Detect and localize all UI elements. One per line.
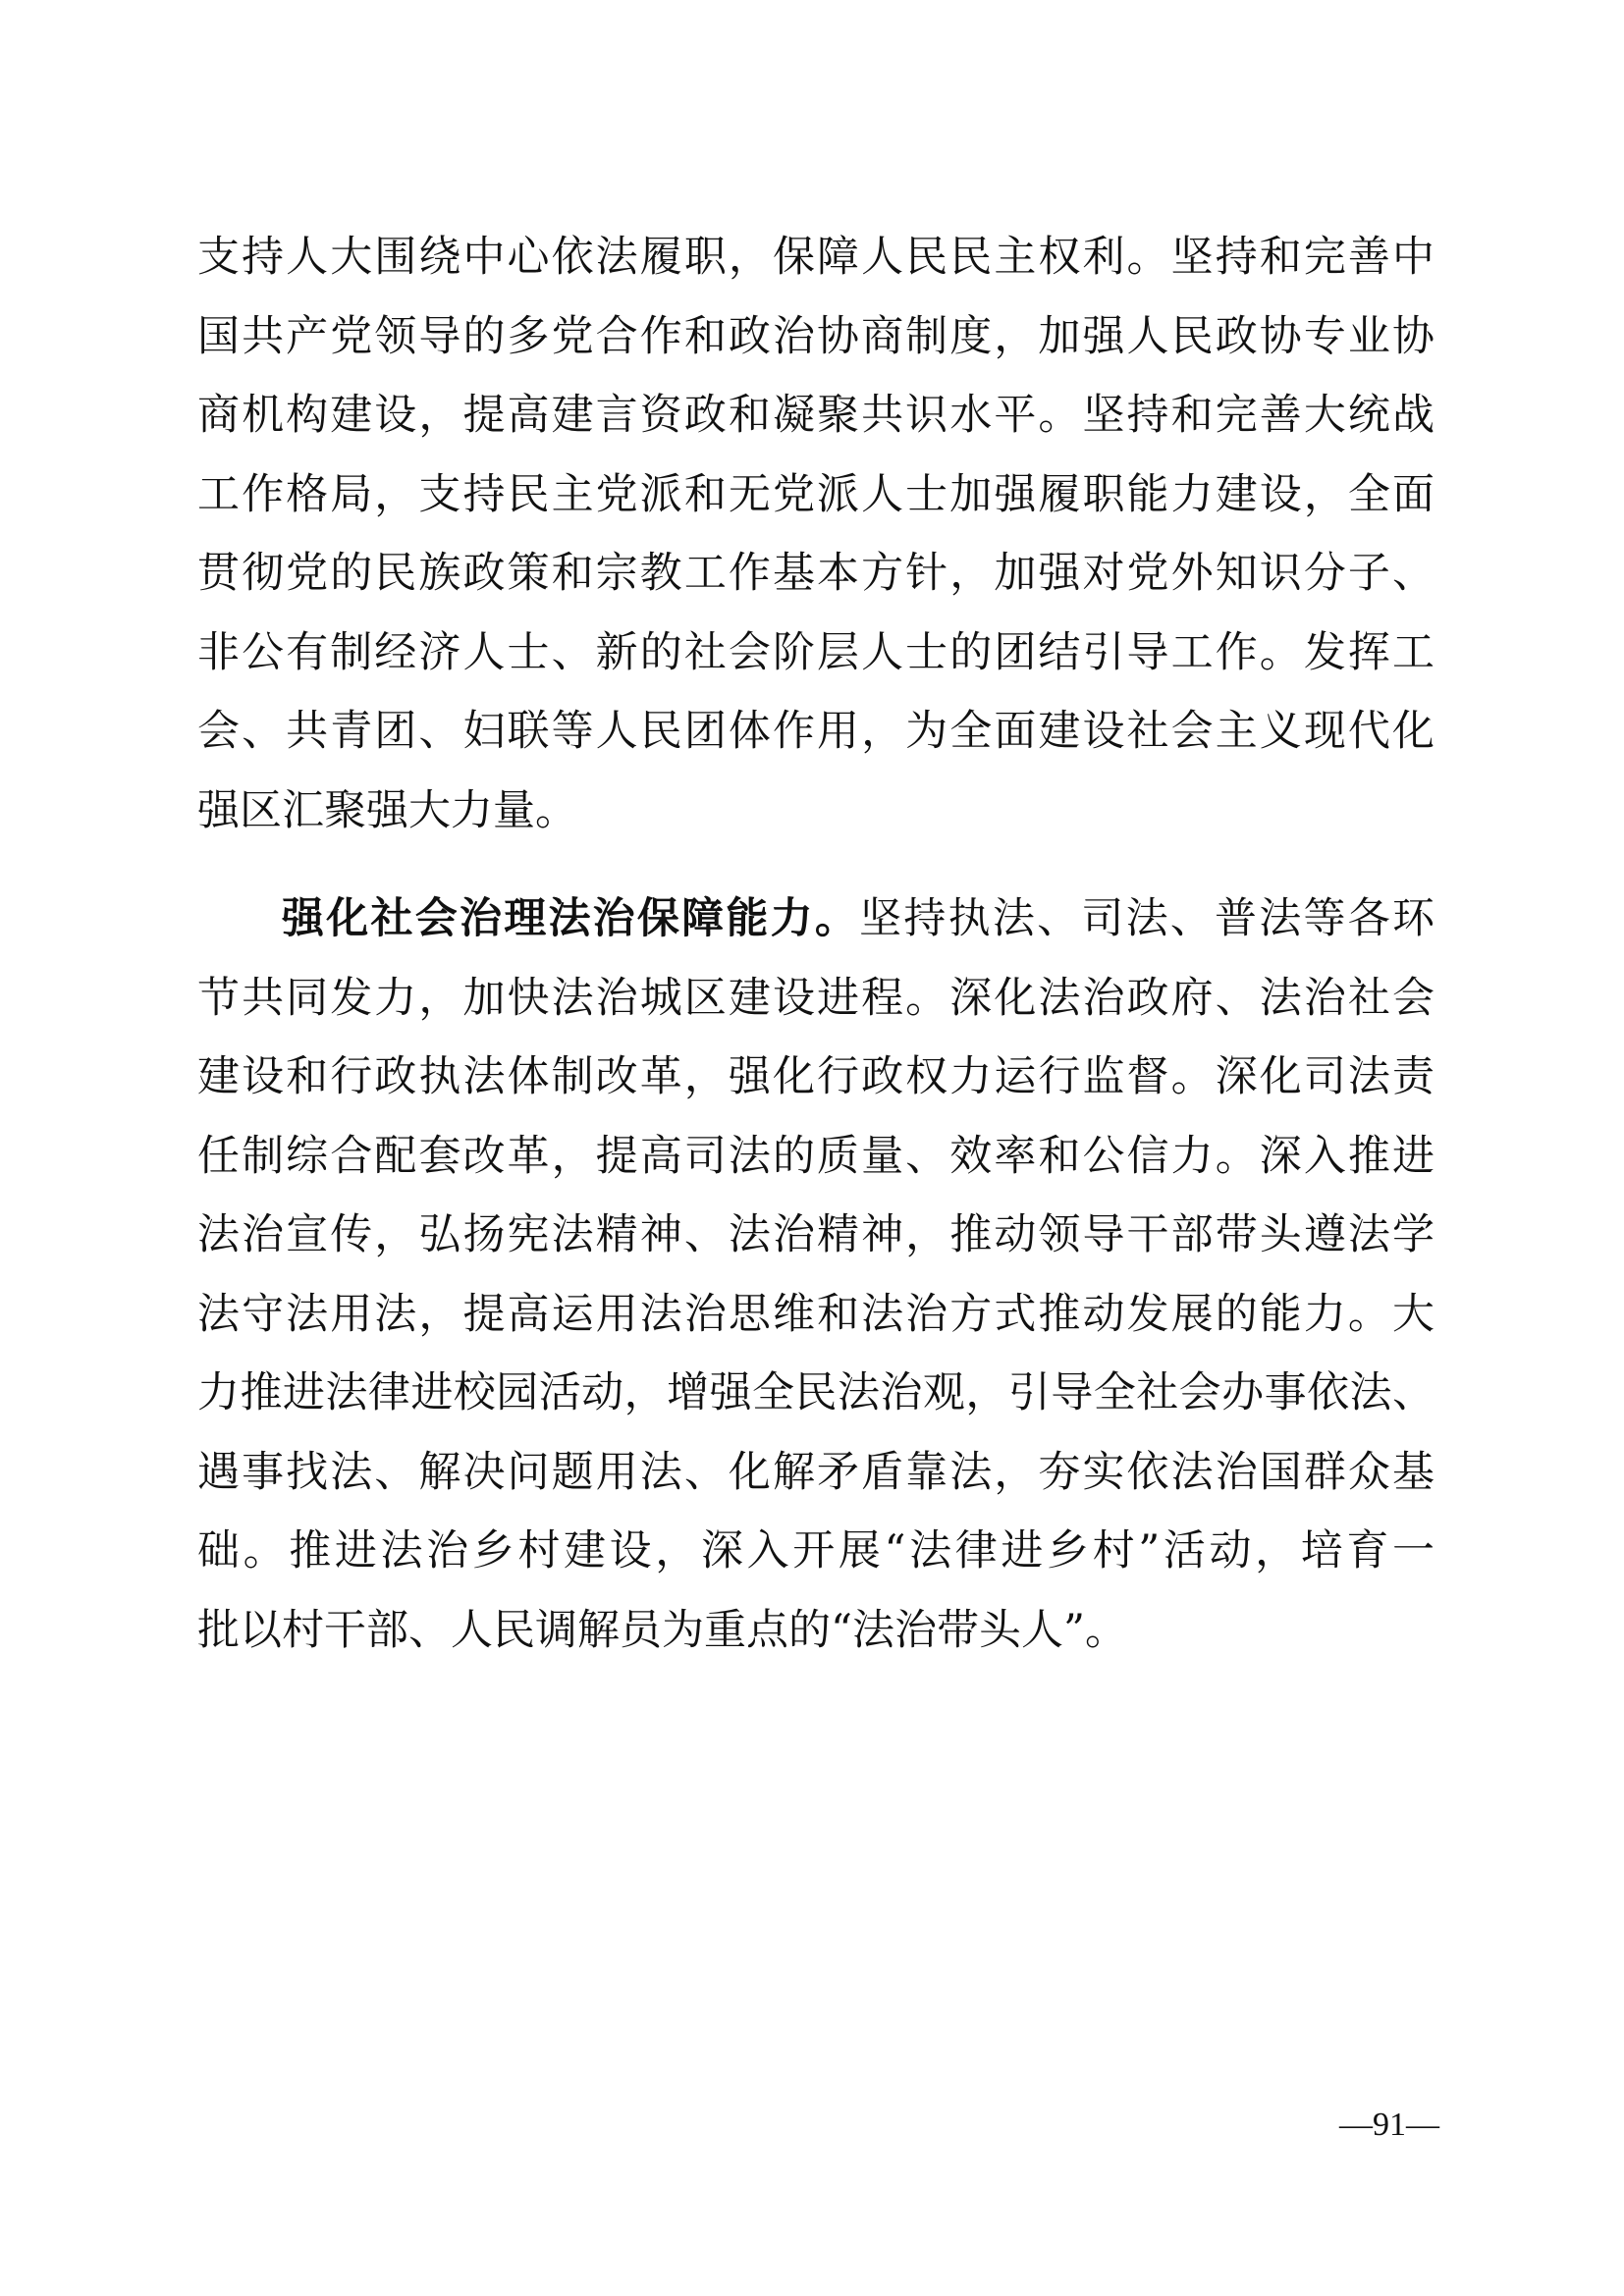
text-line: 强区汇聚强大力量。 — [197, 785, 577, 835]
text-line: 遇事找法、解决问题用法、化解矛盾靠法，夯实依法治国群众基 — [197, 1447, 1435, 1497]
text-line: 国共产党领导的多党合作和政治协商制度，加强人民政协专业协 — [197, 311, 1435, 361]
text-line: 力推进法律进校园活动，增强全民法治观，引导全社会办事依法、 — [197, 1368, 1435, 1417]
paragraph-2 — [197, 880, 1435, 1670]
text-line: 任制综合配套改革，提高司法的质量、效率和公信力。深入推进 — [197, 1131, 1435, 1181]
text-line: 工作格局，支持民主党派和无党派人士加强履职能力建设，全面 — [197, 469, 1435, 519]
page-number: —91— — [1339, 2107, 1439, 2143]
body-text — [197, 218, 1435, 1670]
text-line: 础。推进法治乡村建设，深入开展“法律进乡村”活动，培育一 — [197, 1526, 1435, 1575]
text-line: 贯彻党的民族政策和宗教工作基本方针，加强对党外知识分子、 — [197, 549, 1435, 598]
paragraph-spacing — [197, 850, 1435, 880]
text-line: 会、共青团、妇联等人民团体作用，为全面建设社会主义现代化 — [197, 707, 1435, 756]
text-line: 法治宣传，弘扬宪法精神、法治精神，推动领导干部带头遵法学 — [197, 1210, 1435, 1259]
text-line: 商机构建设，提高建言资政和凝聚共识水平。坚持和完善大统战 — [197, 391, 1435, 440]
text-line: 批以村干部、人民调解员为重点的“法治带头人”。 — [197, 1605, 1127, 1655]
text-line: 非公有制经济人士、新的社会阶层人士的团结引导工作。发挥工 — [197, 627, 1435, 677]
paragraph-1 — [197, 218, 1435, 850]
text-line: 节共同发力，加快法治城区建设进程。深化法治政府、法治社会 — [197, 973, 1435, 1023]
text-line: 法守法用法，提高运用法治思维和法治方式推动发展的能力。大 — [197, 1289, 1435, 1339]
text-line — [197, 880, 1435, 959]
section-heading: 强化社会治理法治保障能力。 — [282, 894, 860, 943]
text-line: 支持人大围绕中心依法履职，保障人民民主权利。坚持和完善中 — [197, 233, 1435, 282]
heading-line-text: 坚持执法、司法、普法等各环 — [859, 894, 1435, 943]
text-line: 建设和行政执法体制改革，强化行政权力运行监督。深化司法责 — [197, 1052, 1435, 1101]
